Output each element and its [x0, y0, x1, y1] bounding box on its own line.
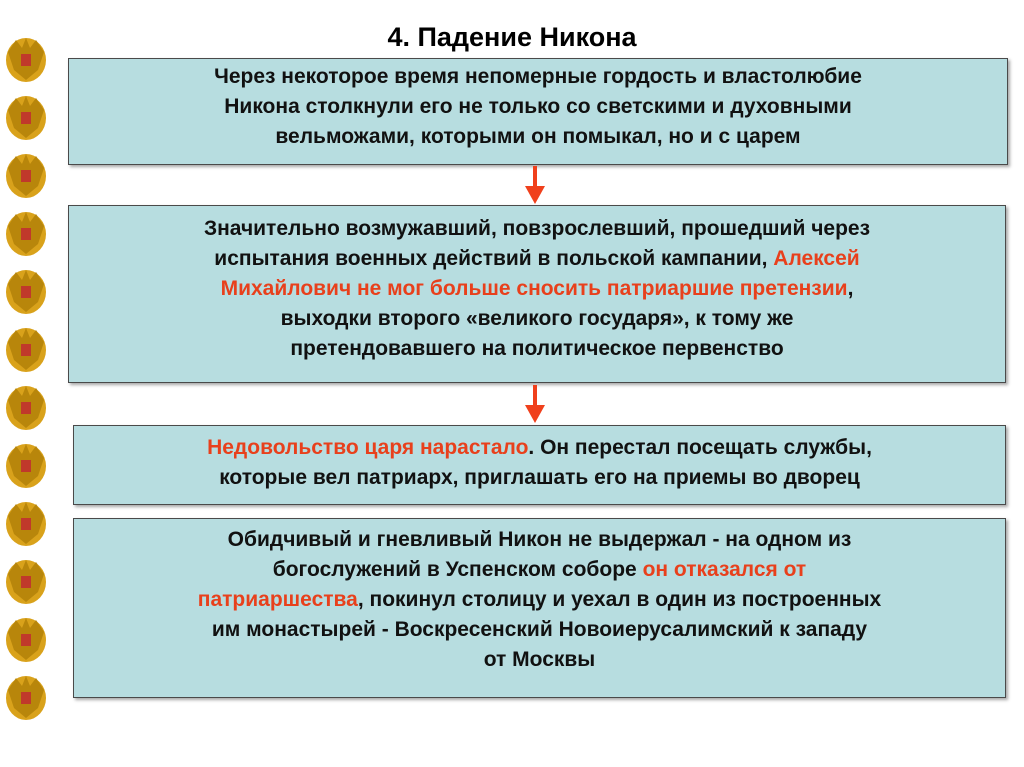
text-line: выходки второго «великого государя», к тому же — [280, 307, 794, 330]
text-line: Через некоторое время непомерные гордость и властолюбие — [214, 65, 862, 88]
double-headed-eagle-icon — [2, 88, 50, 144]
emblem-strip — [0, 30, 52, 730]
text-line: Никона столкнули его не только со светскими и духовными — [224, 95, 852, 118]
text-box-4 — [73, 518, 1006, 698]
text-line — [74, 585, 1005, 615]
text-line — [69, 244, 1005, 274]
double-headed-eagle-icon — [2, 668, 50, 724]
double-headed-eagle-icon — [2, 378, 50, 434]
arrow-down-icon — [524, 166, 546, 206]
double-headed-eagle-icon — [2, 262, 50, 318]
text-line: от Москвы — [483, 648, 596, 671]
text-line — [74, 555, 1005, 585]
text-line: им монастырей - Воскресенский Новоиерусалимский к западу — [211, 618, 868, 641]
text-segment: . Он перестал посещать службы, — [528, 436, 872, 459]
text-box-1 — [68, 58, 1008, 165]
text-line: которые вел патриарх, приглашать его на приемы во дворец — [219, 466, 860, 489]
double-headed-eagle-icon — [2, 552, 50, 608]
text-line: претендовавшего на политическое первенство — [290, 337, 784, 360]
text-segment: , — [847, 277, 854, 300]
highlight-text: Недовольство царя нарастало — [207, 436, 529, 459]
text-segment: , покинул столицу и уехал в один из построенных — [357, 588, 882, 611]
text-box-3 — [73, 425, 1006, 505]
text-line — [74, 433, 1005, 463]
page-title: 4. Падение Никона — [387, 22, 637, 52]
double-headed-eagle-icon — [2, 494, 50, 550]
highlight-text: Михайлович не мог больше сносить патриаршие претензии — [220, 277, 848, 300]
highlight-text: Алексей — [773, 247, 860, 270]
highlight-text: патриаршества — [197, 588, 358, 611]
text-segment: богослужений в Успенском соборе — [272, 558, 643, 581]
text-line — [69, 274, 1005, 304]
double-headed-eagle-icon — [2, 320, 50, 376]
text-box-2 — [68, 205, 1006, 383]
double-headed-eagle-icon — [2, 204, 50, 260]
double-headed-eagle-icon — [2, 436, 50, 492]
text-line: вельможами, которыми он помыкал, но и с царем — [275, 125, 801, 148]
arrow-down-icon — [524, 385, 546, 425]
text-line: Обидчивый и гневливый Никон не выдержал - на одном из — [227, 528, 852, 551]
double-headed-eagle-icon — [2, 146, 50, 202]
text-segment: испытания военных действий в польской кампании, — [214, 247, 774, 270]
text-line: Значительно возмужавший, повзрослевший, прошедший через — [203, 217, 871, 240]
double-headed-eagle-icon — [2, 610, 50, 666]
highlight-text: он отказался от — [642, 558, 807, 581]
